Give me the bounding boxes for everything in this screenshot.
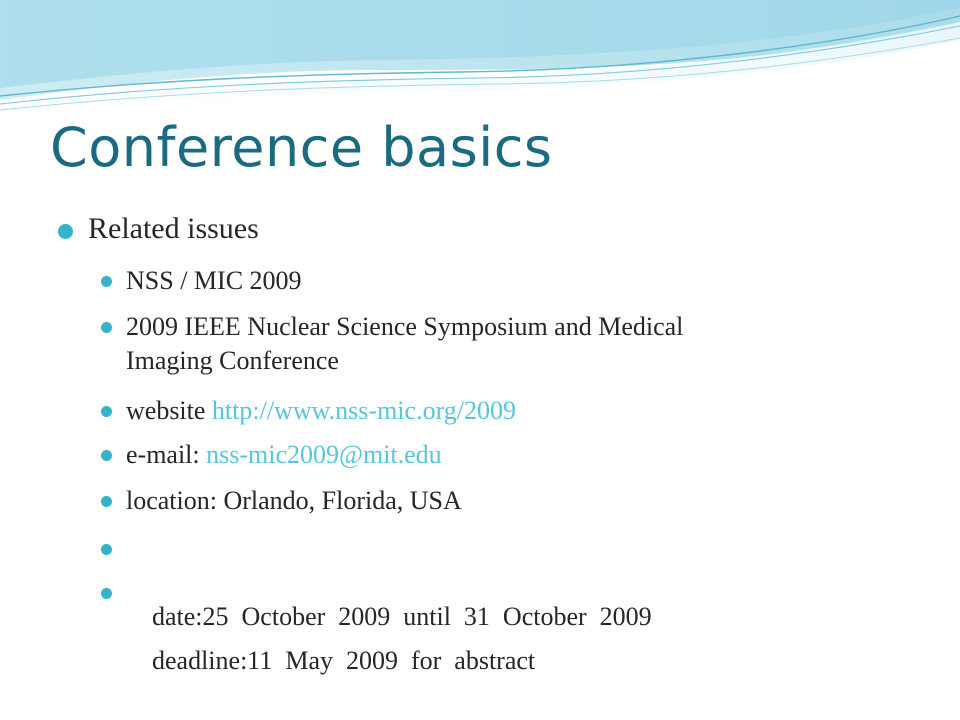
bullet-dot-icon bbox=[101, 496, 112, 507]
website-label: website bbox=[126, 396, 212, 425]
bullet-location bbox=[126, 484, 462, 518]
bullet-related-issues bbox=[88, 212, 259, 246]
bullet-dot-icon bbox=[101, 544, 112, 555]
bullet-conference-short bbox=[126, 264, 302, 298]
bullet-text-line2: Imaging Conference bbox=[126, 346, 339, 375]
bullet-deadline bbox=[126, 576, 535, 712]
bullet-text: location: Orlando, Florida, USA bbox=[126, 486, 462, 515]
bullet-text: deadline:11 May 2009 for abstract bbox=[152, 646, 536, 675]
bullet-dot-icon bbox=[101, 450, 112, 461]
website-link[interactable]: http://www.nss-mic.org/2009 bbox=[211, 396, 516, 425]
bullet-dot-icon bbox=[101, 588, 112, 599]
bullet-conference-full bbox=[126, 310, 683, 378]
bullet-text: date:25 October 2009 until 31 October 2009 bbox=[152, 602, 652, 631]
bullet-dot-icon bbox=[58, 224, 73, 239]
bullet-text: NSS / MIC 2009 bbox=[126, 266, 302, 295]
slide-title: Conference basics bbox=[50, 116, 553, 179]
bullet-text-line1: 2009 IEEE Nuclear Science Symposium and Medical bbox=[126, 312, 684, 341]
bullet-dot-icon bbox=[101, 276, 112, 287]
email-link[interactable]: nss-mic2009@mit.edu bbox=[206, 440, 442, 469]
bullet-dot-icon bbox=[101, 406, 112, 417]
bullet-dot-icon bbox=[101, 322, 112, 333]
bullet-website bbox=[126, 394, 516, 428]
email-label: e-mail: bbox=[126, 440, 207, 469]
bullet-text: Related issues bbox=[88, 212, 259, 245]
bullet-email bbox=[126, 438, 442, 472]
